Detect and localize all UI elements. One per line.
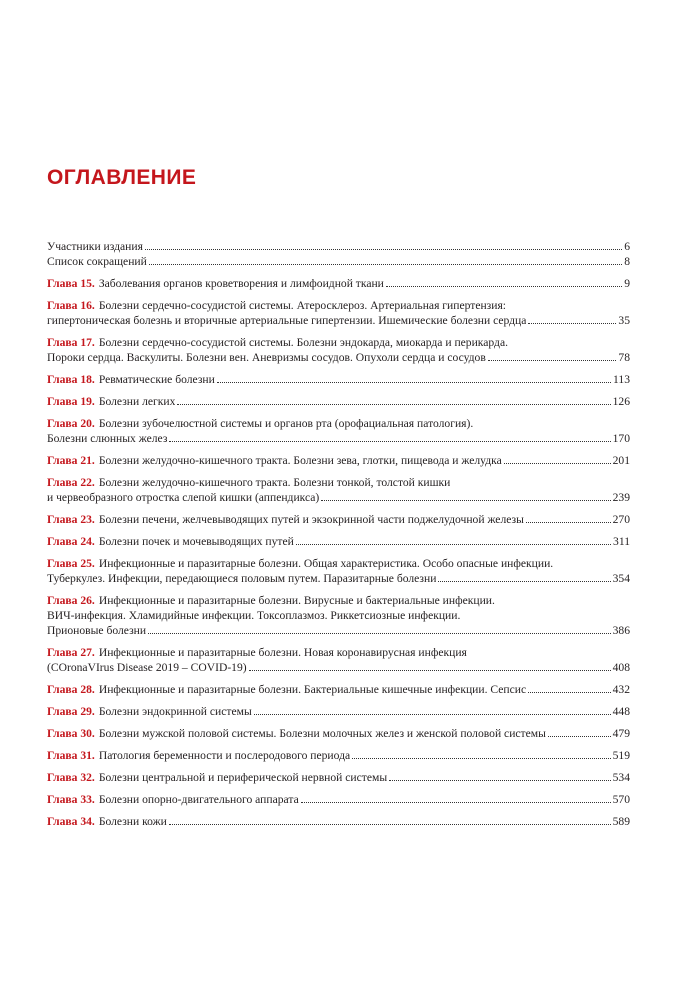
toc-line (47, 335, 630, 350)
toc-chapter[interactable] (47, 748, 630, 763)
toc-line (47, 350, 630, 365)
toc-line (47, 704, 630, 719)
chapter-title-line: Болезни эндокринной системы (98, 705, 252, 718)
chapter-number: Глава 15. (47, 277, 95, 290)
toc-line (47, 593, 630, 608)
chapter-title-line: Болезни печени, желчевыводящих путей и экзокринной части поджелудочной железы (98, 513, 524, 526)
toc-line (47, 416, 630, 431)
page-number: 35 (618, 314, 630, 327)
dot-leader (352, 758, 610, 759)
entry-title: Участники издания (47, 240, 143, 253)
toc-line (47, 682, 630, 697)
toc-chapter[interactable] (47, 726, 630, 741)
toc-line (47, 276, 630, 291)
dot-leader (438, 581, 610, 582)
chapter-title-line: Заболевания органов кроветворения и лимфоидной ткани (98, 277, 384, 290)
dot-leader (504, 463, 611, 464)
toc-line (47, 372, 630, 387)
chapter-number: Глава 32. (47, 771, 95, 784)
chapter-title-line: Инфекционные и паразитарные болезни. Общая характеристика. Особо опасные инфекции. (98, 557, 554, 570)
page-number: 386 (612, 624, 630, 637)
toc-chapter[interactable] (47, 298, 630, 328)
chapter-title-line: Болезни кожи (98, 815, 167, 828)
toc-chapter[interactable] (47, 276, 630, 291)
toc-chapter[interactable] (47, 792, 630, 807)
dot-leader (386, 286, 622, 287)
chapter-number: Глава 33. (47, 793, 95, 806)
chapter-title-line: Болезни мужской половой системы. Болезни молочных желез и женской половой системы (98, 727, 546, 740)
page-number: 408 (612, 661, 630, 674)
toc-line (47, 608, 630, 623)
chapter-number: Глава 27. (47, 646, 95, 659)
page-number: 8 (624, 255, 630, 268)
toc-chapter[interactable] (47, 416, 630, 446)
dot-leader (149, 264, 622, 265)
chapter-title-line: Болезни почек и мочевыводящих путей (98, 535, 294, 548)
page-title: ОГЛАВЛЕНИЕ (47, 166, 197, 189)
toc-line (47, 814, 630, 829)
toc-chapter[interactable] (47, 556, 630, 586)
page-number: 270 (612, 513, 630, 526)
chapter-title-line: гипертоническая болезнь и вторичные артериальные гипертензии. Ишемические болезни сердца (47, 314, 527, 327)
front-matter (47, 239, 630, 269)
page-number: 170 (612, 432, 630, 445)
dot-leader (145, 249, 622, 250)
table-of-contents (47, 239, 630, 836)
toc-line (47, 453, 630, 468)
dot-leader (169, 441, 610, 442)
chapter-number: Глава 20. (47, 417, 95, 430)
chapter-number: Глава 17. (47, 336, 95, 349)
chapter-title-line: Пороки сердца. Васкулиты. Болезни вен. Аневризмы сосудов. Опухоли сердца и сосудов (47, 351, 486, 364)
toc-line (47, 475, 630, 490)
dot-leader (296, 544, 611, 545)
toc-line (47, 770, 630, 785)
dot-leader (217, 382, 611, 383)
toc-line (47, 313, 630, 328)
chapter-title-line: Болезни сердечно-сосудистой системы. Атеросклероз. Артериальная гипертензия: (98, 299, 507, 312)
chapter-number: Глава 30. (47, 727, 95, 740)
page-number: 519 (612, 749, 630, 762)
chapter-title-line: ВИЧ-инфекция. Хламидийные инфекции. Токсоплазмоз. Риккетсиозные инфекции. (47, 609, 461, 622)
page-number: 6 (624, 240, 630, 253)
toc-line (47, 534, 630, 549)
dot-leader (528, 323, 616, 324)
toc-chapter[interactable] (47, 534, 630, 549)
toc-chapter[interactable] (47, 770, 630, 785)
chapter-title-line: Болезни сердечно-сосудистой системы. Болезни эндокарда, миокарда и перикарда. (98, 336, 508, 349)
toc-chapter[interactable] (47, 512, 630, 527)
toc-chapter[interactable] (47, 475, 630, 505)
toc-entry[interactable] (47, 254, 630, 269)
chapter-title-line: Туберкулез. Инфекции, передающиеся половым путем. Паразитарные болезни (47, 572, 437, 585)
chapter-number: Глава 22. (47, 476, 95, 489)
dot-leader (301, 802, 611, 803)
page-number: 78 (618, 351, 630, 364)
toc-line (47, 660, 630, 675)
chapter-title-line: Инфекционные и паразитарные болезни. Бактериальные кишечные инфекции. Сепсис (98, 683, 527, 696)
chapter-number: Глава 24. (47, 535, 95, 548)
chapter-title-line: Инфекционные и паразитарные болезни. Новая коронавирусная инфекция (98, 646, 467, 659)
page-number: 479 (612, 727, 630, 740)
chapter-title-line: Инфекционные и паразитарные болезни. Вирусные и бактериальные инфекции. (98, 594, 495, 607)
dot-leader (389, 780, 611, 781)
page-number: 534 (612, 771, 630, 784)
toc-line (47, 792, 630, 807)
toc-chapter[interactable] (47, 704, 630, 719)
chapter-number: Глава 21. (47, 454, 95, 467)
dot-leader (488, 360, 617, 361)
entry-title: Список сокращений (47, 255, 147, 268)
toc-line (47, 298, 630, 313)
dot-leader (528, 692, 611, 693)
toc-chapter[interactable] (47, 335, 630, 365)
chapter-title-line: Прионовые болезни (47, 624, 147, 637)
page-number: 432 (612, 683, 630, 696)
chapter-title-line: Болезни желудочно-кишечного тракта. Болезни тонкой, толстой кишки (98, 476, 451, 489)
chapter-number: Глава 16. (47, 299, 95, 312)
toc-chapter[interactable] (47, 453, 630, 468)
page-number: 126 (612, 395, 630, 408)
dot-leader (321, 500, 610, 501)
chapter-title-line: Болезни центральной и периферической нервной системы (98, 771, 388, 784)
chapter-title-line: и червеобразного отростка слепой кишки (аппендикса) (47, 491, 320, 504)
chapter-title-line: Болезни желудочно-кишечного тракта. Болезни зева, глотки, пищевода и желудка (98, 454, 502, 467)
page-number: 354 (612, 572, 630, 585)
toc-chapter[interactable] (47, 682, 630, 697)
page-number: 239 (612, 491, 630, 504)
chapter-number: Глава 31. (47, 749, 95, 762)
chapter-number: Глава 26. (47, 594, 95, 607)
page-number: 589 (612, 815, 630, 828)
toc-line (47, 726, 630, 741)
toc-chapter[interactable] (47, 394, 630, 409)
dot-leader (249, 670, 611, 671)
toc-line (47, 571, 630, 586)
page-number: 448 (612, 705, 630, 718)
toc-line (47, 645, 630, 660)
chapter-number: Глава 29. (47, 705, 95, 718)
chapter-title-line: Патология беременности и послеродового периода (98, 749, 351, 762)
dot-leader (526, 522, 611, 523)
toc-chapter[interactable] (47, 814, 630, 829)
dot-leader (548, 736, 611, 737)
chapter-number: Глава 19. (47, 395, 95, 408)
chapter-number: Глава 25. (47, 557, 95, 570)
toc-line (47, 556, 630, 571)
dot-leader (169, 824, 611, 825)
toc-line (47, 748, 630, 763)
toc-line (47, 512, 630, 527)
page-number: 113 (613, 373, 630, 386)
chapter-number: Глава 28. (47, 683, 95, 696)
toc-line (47, 431, 630, 446)
page-number: 201 (612, 454, 630, 467)
toc-line (47, 394, 630, 409)
chapter-title-line: Болезни слюнных желез (47, 432, 168, 445)
chapter-list (47, 276, 630, 829)
toc-chapter[interactable] (47, 372, 630, 387)
chapter-number: Глава 23. (47, 513, 95, 526)
page-number: 570 (612, 793, 630, 806)
chapter-title-line: Болезни опорно-двигательного аппарата (98, 793, 299, 806)
chapter-number: Глава 34. (47, 815, 95, 828)
toc-line (47, 623, 630, 638)
toc-chapter[interactable] (47, 593, 630, 638)
page-number: 9 (624, 277, 630, 290)
toc-entry[interactable] (47, 239, 630, 254)
chapter-title-line: Болезни легких (98, 395, 176, 408)
dot-leader (177, 404, 610, 405)
dot-leader (148, 633, 611, 634)
chapter-title-line: Ревматические болезни (98, 373, 215, 386)
chapter-title-line: Болезни зубочелюстной системы и органов рта (орофациальная патология). (98, 417, 474, 430)
toc-chapter[interactable] (47, 645, 630, 675)
dot-leader (254, 714, 611, 715)
toc-line (47, 490, 630, 505)
chapter-number: Глава 18. (47, 373, 95, 386)
chapter-title-line: (COronaVIrus Disease 2019 – COVID-19) (47, 661, 247, 674)
page-number: 311 (613, 535, 630, 548)
